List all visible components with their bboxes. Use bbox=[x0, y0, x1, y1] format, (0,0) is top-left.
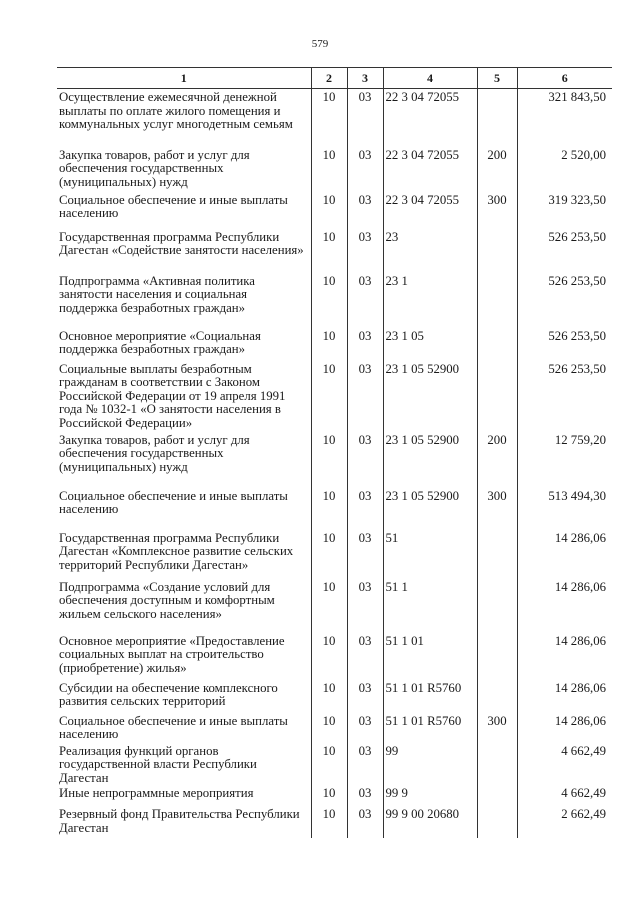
expense-type-cell bbox=[477, 273, 517, 328]
column-header: 6 bbox=[517, 68, 612, 89]
table-row bbox=[57, 328, 612, 361]
amount-cell: 14 286,06 bbox=[517, 579, 612, 633]
row-name-cell: Социальное обеспечение и иные выплаты населению bbox=[59, 192, 288, 221]
target-article-cell: 23 bbox=[383, 229, 477, 273]
amount-cell: 2 662,49 bbox=[517, 806, 612, 838]
expense-type-cell bbox=[477, 579, 517, 633]
amount-cell: 4 662,49 bbox=[517, 743, 612, 786]
subsection-code-cell: 03 bbox=[347, 229, 383, 273]
column-header: 1 bbox=[57, 68, 311, 89]
expense-type-cell bbox=[477, 785, 517, 806]
table-row bbox=[57, 680, 612, 713]
subsection-code-cell: 03 bbox=[347, 273, 383, 328]
target-article-cell: 23 1 05 52900 bbox=[383, 432, 477, 488]
expense-type-cell bbox=[477, 743, 517, 786]
subsection-code-cell: 03 bbox=[347, 806, 383, 838]
target-article-cell: 99 bbox=[383, 743, 477, 786]
section-code-cell: 10 bbox=[311, 273, 347, 328]
table-row bbox=[57, 432, 612, 488]
row-name-cell: Закупка товаров, работ и услуг для обеспечения государственных (муниципальных) нужд bbox=[59, 432, 250, 474]
section-code-cell: 10 bbox=[311, 192, 347, 229]
section-code-cell: 10 bbox=[311, 147, 347, 192]
section-code-cell: 10 bbox=[311, 432, 347, 488]
section-code-cell: 10 bbox=[311, 89, 347, 147]
amount-cell: 526 253,50 bbox=[517, 328, 612, 361]
table-row bbox=[57, 361, 612, 432]
subsection-code-cell: 03 bbox=[347, 713, 383, 743]
expense-type-cell bbox=[477, 328, 517, 361]
row-name-cell: Основное мероприятие «Предоставление социальных выплат на строительство (приобретение) жилья» bbox=[59, 633, 285, 675]
section-code-cell: 10 bbox=[311, 633, 347, 680]
amount-cell: 526 253,50 bbox=[517, 229, 612, 273]
column-header: 3 bbox=[347, 68, 383, 89]
subsection-code-cell: 03 bbox=[347, 432, 383, 488]
amount-cell: 14 286,06 bbox=[517, 530, 612, 579]
section-code-cell: 10 bbox=[311, 530, 347, 579]
row-name-cell: Социальное обеспечение и иные выплаты населению bbox=[59, 488, 288, 517]
amount-cell: 14 286,06 bbox=[517, 633, 612, 680]
target-article-cell: 51 1 01 R5760 bbox=[383, 713, 477, 743]
section-code-cell: 10 bbox=[311, 713, 347, 743]
target-article-cell: 99 9 bbox=[383, 785, 477, 806]
expense-type-cell: 300 bbox=[477, 192, 517, 229]
section-code-cell: 10 bbox=[311, 229, 347, 273]
subsection-code-cell: 03 bbox=[347, 680, 383, 713]
row-name-cell: Подпрограмма «Активная политика занятости населения и социальная поддержка безработных граждан» bbox=[59, 273, 255, 315]
row-name-cell: Социальные выплаты безработным гражданам в соответствии с Законом Российской Федерации от 19 апреля 1991 года № 1032-1 «О занятости населения в Российской Федерации» bbox=[59, 361, 286, 430]
section-code-cell: 10 bbox=[311, 361, 347, 432]
expense-type-cell bbox=[477, 680, 517, 713]
expense-type-cell: 300 bbox=[477, 713, 517, 743]
table-row bbox=[57, 192, 612, 229]
table-row bbox=[57, 488, 612, 530]
table-row bbox=[57, 633, 612, 680]
table-row bbox=[57, 713, 612, 743]
table-row bbox=[57, 89, 612, 147]
subsection-code-cell: 03 bbox=[347, 361, 383, 432]
table-row bbox=[57, 147, 612, 192]
section-code-cell: 10 bbox=[311, 785, 347, 806]
target-article-cell: 51 bbox=[383, 530, 477, 579]
amount-cell: 2 520,00 bbox=[517, 147, 612, 192]
section-code-cell: 10 bbox=[311, 488, 347, 530]
amount-cell: 12 759,20 bbox=[517, 432, 612, 488]
expense-type-cell: 200 bbox=[477, 432, 517, 488]
amount-cell: 526 253,50 bbox=[517, 361, 612, 432]
expense-type-cell bbox=[477, 361, 517, 432]
expense-type-cell bbox=[477, 530, 517, 579]
target-article-cell: 23 1 05 52900 bbox=[383, 361, 477, 432]
subsection-code-cell: 03 bbox=[347, 147, 383, 192]
target-article-cell: 51 1 01 bbox=[383, 633, 477, 680]
row-name-cell: Государственная программа Республики Дагестан «Содействие занятости населения» bbox=[59, 229, 304, 258]
section-code-cell: 10 bbox=[311, 328, 347, 361]
expense-type-cell bbox=[477, 806, 517, 838]
subsection-code-cell: 03 bbox=[347, 785, 383, 806]
row-name-cell: Основное мероприятие «Социальная поддержка безработных граждан» bbox=[59, 328, 261, 357]
table-row bbox=[57, 579, 612, 633]
table-row bbox=[57, 806, 612, 838]
row-name-cell: Резервный фонд Правительства Республики Дагестан bbox=[59, 807, 300, 835]
column-header: 4 bbox=[383, 68, 477, 89]
amount-cell: 4 662,49 bbox=[517, 785, 612, 806]
expense-type-cell bbox=[477, 89, 517, 147]
row-name-cell: Государственная программа Республики Дагестан «Комплексное развитие сельских территорий Республики Дагестан» bbox=[59, 530, 294, 572]
target-article-cell: 22 3 04 72055 bbox=[383, 192, 477, 229]
target-article-cell: 51 1 bbox=[383, 579, 477, 633]
subsection-code-cell: 03 bbox=[347, 633, 383, 680]
subsection-code-cell: 03 bbox=[347, 192, 383, 229]
amount-cell: 14 286,06 bbox=[517, 713, 612, 743]
target-article-cell: 23 1 05 bbox=[383, 328, 477, 361]
table-row bbox=[57, 743, 612, 786]
table-row bbox=[57, 785, 612, 806]
expense-type-cell bbox=[477, 633, 517, 680]
amount-cell: 526 253,50 bbox=[517, 273, 612, 328]
section-code-cell: 10 bbox=[311, 579, 347, 633]
row-name-cell: Иные непрограммные мероприятия bbox=[59, 786, 254, 801]
target-article-cell: 22 3 04 72055 bbox=[383, 147, 477, 192]
target-article-cell: 22 3 04 72055 bbox=[383, 89, 477, 147]
table-header-row bbox=[57, 68, 612, 89]
amount-cell: 321 843,50 bbox=[517, 89, 612, 147]
target-article-cell: 51 1 01 R5760 bbox=[383, 680, 477, 713]
row-name-cell: Социальное обеспечение и иные выплаты населению bbox=[59, 713, 288, 742]
page-number: 579 bbox=[311, 38, 329, 50]
subsection-code-cell: 03 bbox=[347, 579, 383, 633]
table-body bbox=[57, 89, 612, 839]
expense-type-cell bbox=[477, 229, 517, 273]
subsection-code-cell: 03 bbox=[347, 328, 383, 361]
target-article-cell: 23 1 05 52900 bbox=[383, 488, 477, 530]
table-row bbox=[57, 229, 612, 273]
section-code-cell: 10 bbox=[311, 680, 347, 713]
row-name-cell: Субсидии на обеспечение комплексного развития сельских территорий bbox=[59, 680, 278, 709]
amount-cell: 513 494,30 bbox=[517, 488, 612, 530]
row-name-cell: Закупка товаров, работ и услуг для обеспечения государственных (муниципальных) нужд bbox=[59, 147, 250, 189]
amount-cell: 319 323,50 bbox=[517, 192, 612, 229]
table-row bbox=[57, 273, 612, 328]
row-name-cell: Осуществление ежемесячной денежной выплаты по оплате жилого помещения и коммунальных услуг многодетным семьям bbox=[59, 90, 293, 132]
target-article-cell: 99 9 00 20680 bbox=[383, 806, 477, 838]
section-code-cell: 10 bbox=[311, 806, 347, 838]
subsection-code-cell: 03 bbox=[347, 488, 383, 530]
budget-table bbox=[57, 67, 612, 838]
column-header: 2 bbox=[311, 68, 347, 89]
amount-cell: 14 286,06 bbox=[517, 680, 612, 713]
column-header: 5 bbox=[477, 68, 517, 89]
table-row bbox=[57, 530, 612, 579]
row-name-cell: Реализация функций органов государственной власти Республики Дагестан bbox=[59, 743, 257, 785]
subsection-code-cell: 03 bbox=[347, 89, 383, 147]
expense-type-cell: 200 bbox=[477, 147, 517, 192]
row-name-cell: Подпрограмма «Создание условий для обеспечения доступным и комфортным жильем сельского населения» bbox=[59, 579, 275, 621]
expense-type-cell: 300 bbox=[477, 488, 517, 530]
target-article-cell: 23 1 bbox=[383, 273, 477, 328]
subsection-code-cell: 03 bbox=[347, 743, 383, 786]
section-code-cell: 10 bbox=[311, 743, 347, 786]
subsection-code-cell: 03 bbox=[347, 530, 383, 579]
